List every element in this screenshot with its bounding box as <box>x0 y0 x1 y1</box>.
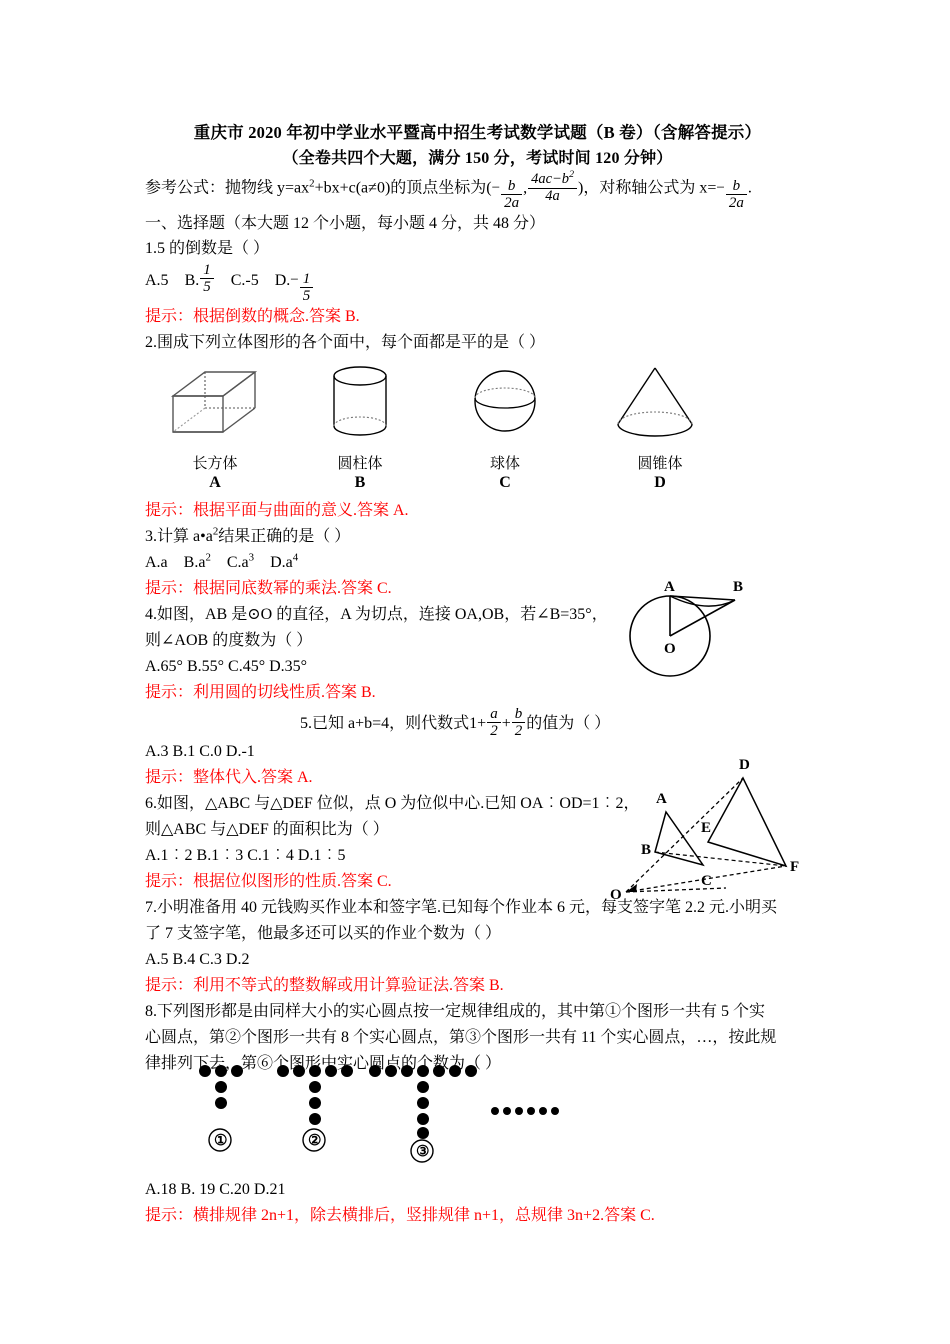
frac-denominator: 2a <box>501 194 522 211</box>
shape-name-cylinder: 圆柱体 <box>337 456 383 473</box>
question-6-stem-line2: 则△ABC 与△DEF 的面积比为（ ） <box>145 821 389 839</box>
q1-frac-d-num: 1 <box>302 270 311 287</box>
question-2-shape-names <box>145 452 810 474</box>
q3-exp: 2 <box>212 525 219 538</box>
q1-fraction-b <box>200 262 214 295</box>
q1-frac-d-den: 5 <box>300 287 314 304</box>
question-4-stem-line2: 则∠AOB 的度数为（ ） <box>145 632 313 650</box>
formula-exp: 2 <box>309 177 315 190</box>
circle-label-o: O <box>664 641 676 657</box>
question-8-stem-line3: 律排列下去，第⑥个图形中实心圆点的个数为（ ） <box>145 1055 502 1073</box>
q5-fraction-a <box>487 706 501 739</box>
shape-letter-d: D <box>654 474 666 492</box>
page-title: 重庆市 2020 年初中学业水平暨高中招生考试数学试题（B 卷）（含解答提示） <box>193 123 762 142</box>
homothety-label-d: D <box>739 757 750 773</box>
pattern-label-1: ① <box>214 1133 228 1149</box>
question-2-shape-letters <box>145 474 810 498</box>
q3-option-c: C.a <box>226 554 249 572</box>
vertex-y-fraction <box>528 169 577 204</box>
question-8-hint: 提示：横排规律 2n+1，除去横排后，竖排规律 n+1，总规律 3n+2.答案 C. <box>145 1207 655 1225</box>
question-4-options: A.65° B.55° C.45° D.35° <box>145 658 308 676</box>
question-1-stem: 1.5 的倒数是（ ） <box>145 240 270 258</box>
q1-option-d: D. <box>274 272 291 290</box>
q5-stem-a: 5.已知 a+b=4，则代数式1+ <box>300 715 487 733</box>
question-3-hint: 提示：根据同底数幂的乘法.答案 C. <box>145 580 392 598</box>
question-6-stem-line1: 6.如图，△ABC 与△DEF 位似，点 O 为位似中心.已知 OA︰OD=1︰2， <box>145 795 640 813</box>
q1-frac-b-den: 5 <box>200 278 214 295</box>
question-5-options: A.3 B.1 C.0 D.-1 <box>145 743 255 761</box>
frac-numerator-axis: b <box>732 177 741 194</box>
shape-cylinder <box>300 362 420 444</box>
document-body <box>145 120 810 1229</box>
shape-name-cone: 圆锥体 <box>637 456 683 473</box>
q3-option-a: A.a <box>145 554 168 572</box>
question-5-hint: 提示：整体代入.答案 A. <box>145 769 313 787</box>
question-4-stem-line1: 4.如图，AB 是⊙O 的直径，A 为切点，连接 OA,OB，若∠B=35°， <box>145 606 608 624</box>
q1-fraction-d: − $\frac{1}{5}$ <box>290 267 314 304</box>
formula-comma: , <box>523 179 528 197</box>
shape-name-sphere: 球体 <box>489 456 520 473</box>
vertex-x-fraction: − $\frac{b}{2a}$ <box>492 173 523 212</box>
formula-label-2: +bx+c(a≠0)的顶点坐标为( <box>314 179 492 197</box>
reference-formula <box>145 169 810 212</box>
shape-name-cuboid: 长方体 <box>192 456 238 473</box>
q5-frac1-num: a <box>490 706 498 723</box>
q3-opt-d-exp: 4 <box>292 551 299 564</box>
shape-cuboid <box>155 362 275 444</box>
q1-option-a: A.5 <box>145 272 169 290</box>
question-7-options: A.5 B.4 C.3 D.2 <box>145 951 250 969</box>
homothety-label-e: E <box>701 820 712 836</box>
q3-opt-b-exp: 2 <box>205 551 211 564</box>
question-7-hint: 提示：利用不等式的整数解或用计算验证法.答案 B. <box>145 977 504 995</box>
shape-letter-c: C <box>499 474 511 492</box>
question-4-hint: 提示：利用圆的切线性质.答案 B. <box>145 684 376 702</box>
question-5-stem <box>145 706 810 739</box>
q1-option-b: B. <box>184 272 200 290</box>
circle-label-a: A <box>664 579 675 595</box>
question-2-shapes <box>145 362 810 450</box>
pattern-label-2: ② <box>308 1133 322 1149</box>
frac-numerator-disc: $4ac-b^2$ <box>531 169 574 187</box>
question-7-stem-line2: 了 7 支签字笔，他最多还可以买的作业个数为（ ） <box>145 925 502 943</box>
formula-period: . <box>747 179 752 197</box>
q5-frac2-num: b <box>514 706 523 723</box>
question-2-stem: 2.围成下列立体图形的各个面中，每个面都是平的是（ ） <box>145 334 546 352</box>
q3-option-d: D.a <box>270 554 293 572</box>
q5-stem-b: + <box>501 715 511 733</box>
question-6-options: A.1︰2 B.1︰3 C.1︰4 D.1︰5 <box>145 847 346 865</box>
page-subtitle: （全卷共四个大题，满分 150 分，考试时间 120 分钟） <box>282 150 673 167</box>
q5-frac1-den: 2 <box>487 722 501 739</box>
question-1-hint: 提示：根据倒数的概念.答案 B. <box>145 308 360 326</box>
q3-opt-c-exp: 3 <box>248 551 255 564</box>
question-1-options <box>145 262 810 304</box>
q1-frac-b-num: 1 <box>203 262 211 279</box>
q5-frac2-den: 2 <box>512 722 526 739</box>
question-3-stem <box>145 524 810 550</box>
section-heading-one: 一、选择题（本大题 12 个小题，每小题 4 分，共 48 分） <box>145 215 546 233</box>
question-2-hint: 提示：根据平面与曲面的意义.答案 A. <box>145 502 409 520</box>
homothety-label-a: A <box>656 791 667 807</box>
q5-fraction-b <box>512 706 526 739</box>
question-8-options: A.18 B. 19 C.20 D.21 <box>145 1181 286 1199</box>
homothety-label-c: C <box>701 873 712 889</box>
pattern-label-3: ③ <box>416 1144 430 1160</box>
question-3-options <box>145 550 810 576</box>
homothety-label-o: O <box>610 887 622 903</box>
formula-close: )，对称轴公式为 x= <box>577 179 717 197</box>
question-6-hint: 提示：根据位似图形的性质.答案 C. <box>145 873 392 891</box>
q1-option-c: C.-5 <box>230 272 259 290</box>
question-8-stem-line1: 8.下列图形都是由同样大小的实心圆点按一定规律组成的，其中第①个图形一共有 5 个实 <box>145 1003 766 1021</box>
shape-letter-a: A <box>209 474 221 492</box>
q3-stem-b: 结果正确的是（ ） <box>218 528 351 546</box>
formula-label: 参考公式：抛物线 y=ax <box>145 179 310 197</box>
frac-denominator-axis: 2a <box>726 194 747 211</box>
homothety-label-f: F <box>790 859 800 875</box>
shape-cone <box>595 362 715 444</box>
q5-stem-c: 的值为（ ） <box>526 715 611 733</box>
question-7-stem-line1: 7.小明准备用 40 元钱购买作业本和签字笔.已知每个作业本 6 元，每支签字笔 2.2 元.小明买 <box>145 899 778 917</box>
q3-stem-a: 3.计算 a•a <box>145 528 213 546</box>
q3-option-b: B.a <box>183 554 206 572</box>
axis-fraction: − $\frac{b}{2a}$ <box>716 173 747 212</box>
question-8-figure-space <box>145 1077 810 1177</box>
shape-letter-b: B <box>354 474 366 492</box>
frac-numerator: b <box>507 177 516 194</box>
frac-denominator-4a: 4a <box>528 188 577 205</box>
homothety-label-b: B <box>641 842 652 858</box>
shape-sphere <box>445 362 565 444</box>
question-8-stem-line2: 心圆点，第②个图形一共有 8 个实心圆点，第③个图形一共有 11 个实心圆点，…，按此规 <box>145 1029 777 1047</box>
circle-label-b: B <box>733 579 744 595</box>
